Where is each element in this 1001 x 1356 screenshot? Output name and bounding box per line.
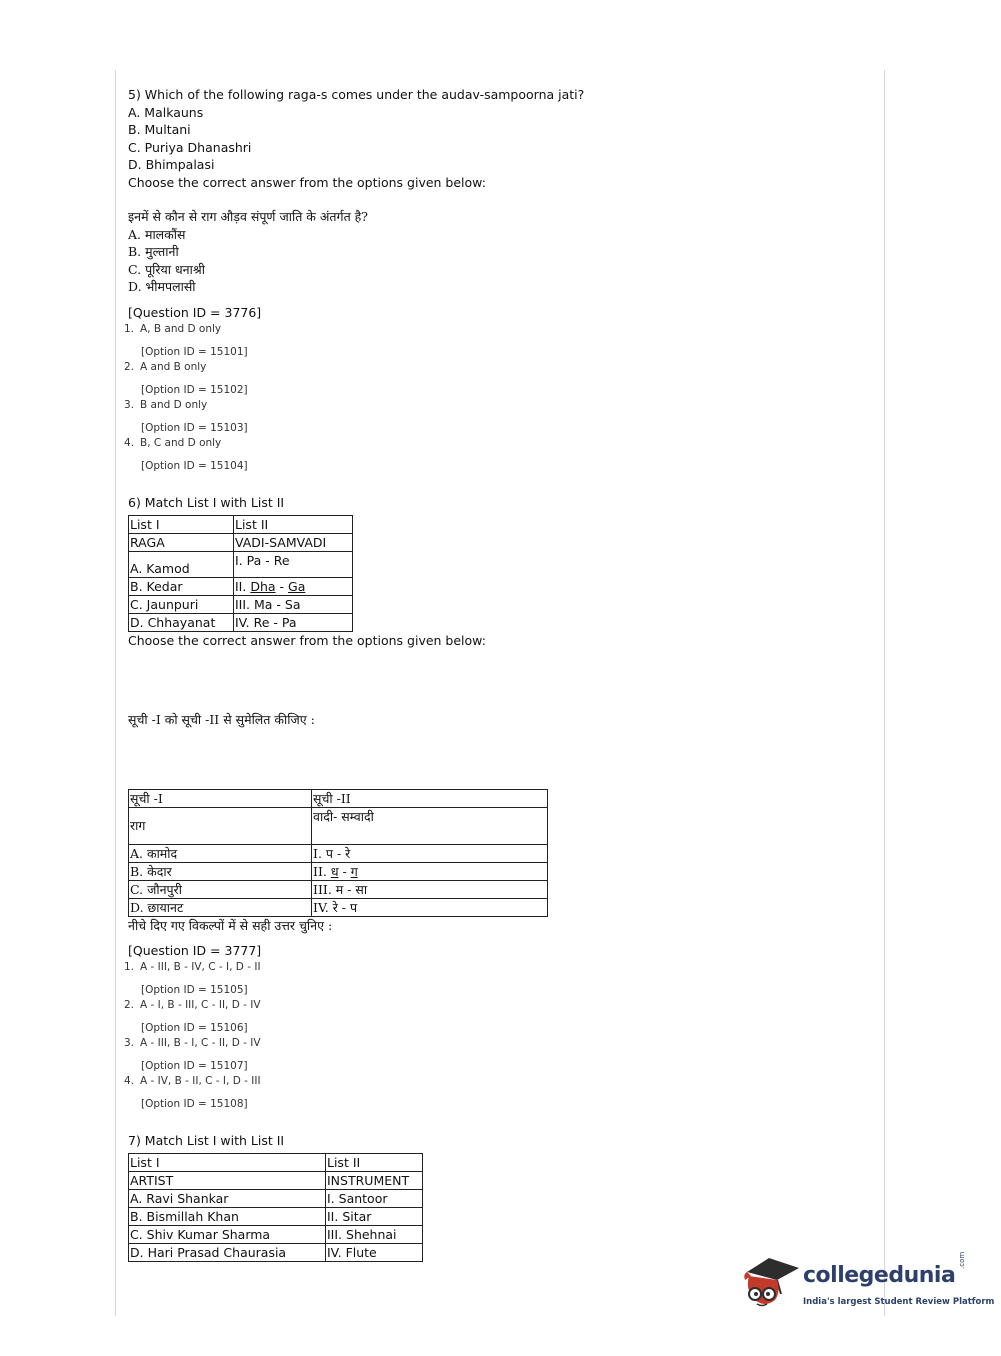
instruction: Choose the correct answer from the options given below: [128, 632, 486, 648]
table-cell: D. Chhayanat [129, 613, 234, 631]
table-cell: D. Hari Prasad Chaurasia [129, 1244, 326, 1262]
answer-options [124, 322, 868, 474]
table-cell: राग [129, 807, 312, 844]
table-cell: II. Sitar [326, 1208, 423, 1226]
option-id: [Option ID = 15106] [141, 1022, 248, 1034]
table-cell: III. Ma - Sa [234, 595, 353, 613]
table-cell: वादी- सम्वादी [312, 807, 548, 844]
table-cell: IV. रे - प [312, 898, 548, 916]
table-cell: IV. Re - Pa [234, 613, 353, 631]
right-margin-rule [884, 70, 885, 1316]
table-cell: I. प - रे [312, 844, 548, 862]
question-text: 7) Match List I with List II [128, 1133, 285, 1148]
table-cell: List II [234, 515, 353, 533]
question-text: 5) Which of the following raga-s comes under the audav-sampoorna jati? [128, 87, 585, 102]
option-en: A. Malkauns [128, 104, 204, 120]
answer-option[interactable]: 3. B and D only [124, 398, 208, 411]
option-id: [Option ID = 15101] [141, 345, 248, 358]
option-en: D. Bhimpalasi [128, 157, 215, 172]
table-cell: A. कामोद [129, 844, 312, 862]
mascot-icon [741, 1250, 803, 1312]
match-table-en [128, 515, 353, 632]
table-cell: B. Kedar [129, 577, 234, 595]
option-hi: D. भीमपलासी [128, 279, 196, 294]
table-cell: VADI-SAMVADI [234, 533, 353, 551]
answer-option[interactable]: 4. B, C and D only [124, 436, 222, 449]
table-cell: सूची -II [312, 789, 548, 807]
answer-option[interactable]: 3. A - III, B - I, C - II, D - IV [124, 1037, 261, 1049]
option-id: [Option ID = 15107] [141, 1060, 248, 1072]
option-id: [Option ID = 15102] [141, 383, 248, 396]
question-6 [124, 494, 868, 1113]
option-hi: A. मालकौंस [128, 226, 186, 242]
answer-option[interactable]: 1. A, B and D only [124, 322, 222, 335]
option-en: B. Multani [128, 122, 191, 137]
table-cell: B. Bismillah Khan [129, 1208, 326, 1226]
option-en: C. Puriya Dhanashri [128, 139, 252, 155]
option-id: [Option ID = 15103] [141, 421, 248, 434]
table-cell: List I [129, 515, 234, 533]
answer-option[interactable]: 1. A - III, B - IV, C - I, D - II [124, 961, 261, 973]
table-cell: C. जौनपुरी [129, 880, 312, 898]
table-cell: List II [326, 1154, 423, 1172]
table-cell: B. केदार [129, 862, 312, 880]
table-cell: D. छायानट [129, 898, 312, 916]
question-paper [124, 86, 868, 1262]
answer-option[interactable]: 2. A - I, B - III, C - II, D - IV [124, 999, 261, 1011]
table-cell: RAGA [129, 533, 234, 551]
logo-suffix: .com [958, 1251, 966, 1269]
table-cell: A. Ravi Shankar [129, 1190, 326, 1208]
question-text-hindi: इनमें से कौन से राग औड़व संपूर्ण जाति के अंतर्गत है? [128, 209, 369, 224]
question-5 [124, 86, 868, 474]
collegedunia-logo[interactable] [741, 1250, 995, 1320]
instruction: Choose the correct answer from the options given below: [128, 174, 486, 190]
option-id: [Option ID = 15104] [141, 459, 248, 472]
table-cell: सूची -I [129, 789, 312, 807]
answer-option[interactable]: 2. A and B only [124, 360, 207, 373]
option-id: [Option ID = 15105] [141, 984, 248, 996]
answer-option[interactable]: 4. A - IV, B - II, C - I, D - III [124, 1075, 261, 1087]
option-hi: B. मुल्तानी [128, 244, 179, 259]
question-id: [Question ID = 3776] [128, 304, 262, 320]
table-cell: C. Shiv Kumar Sharma [129, 1226, 326, 1244]
table-cell: IV. Flute [326, 1244, 423, 1262]
option-id: [Option ID = 15108] [141, 1098, 248, 1110]
table-cell: A. Kamod [129, 551, 234, 577]
answer-options [124, 960, 868, 1112]
question-7 [128, 1132, 868, 1262]
left-margin-rule [115, 70, 116, 1316]
logo-name: collegedunia [803, 1263, 956, 1288]
match-table-hi [128, 789, 548, 917]
option-hi: C. पूरिया धनाश्री [128, 261, 205, 277]
instruction-hindi: नीचे दिए गए विकल्पों में से सही उत्तर चुनिए : [128, 917, 333, 933]
table-cell: I. Santoor [326, 1190, 423, 1208]
table-cell: II. ध - ग [312, 862, 548, 880]
table-cell: III. Shehnai [326, 1226, 423, 1244]
table-cell: I. Pa - Re [234, 551, 353, 577]
table-cell: List I [129, 1154, 326, 1172]
question-id: [Question ID = 3777] [128, 943, 262, 958]
table-cell: C. Jaunpuri [129, 595, 234, 613]
table-cell: II. Dha - Ga [234, 577, 353, 595]
question-text-hindi: सूची -I को सूची -II से सुमेलित कीजिए : [128, 712, 315, 727]
table-cell: III. म - सा [312, 880, 548, 898]
table-cell: INSTRUMENT [326, 1172, 423, 1190]
question-text: 6) Match List I with List II [128, 494, 285, 510]
match-table-en [128, 1153, 423, 1262]
logo-tagline: India's largest Student Review Platform [803, 1297, 995, 1307]
table-cell: ARTIST [129, 1172, 326, 1190]
